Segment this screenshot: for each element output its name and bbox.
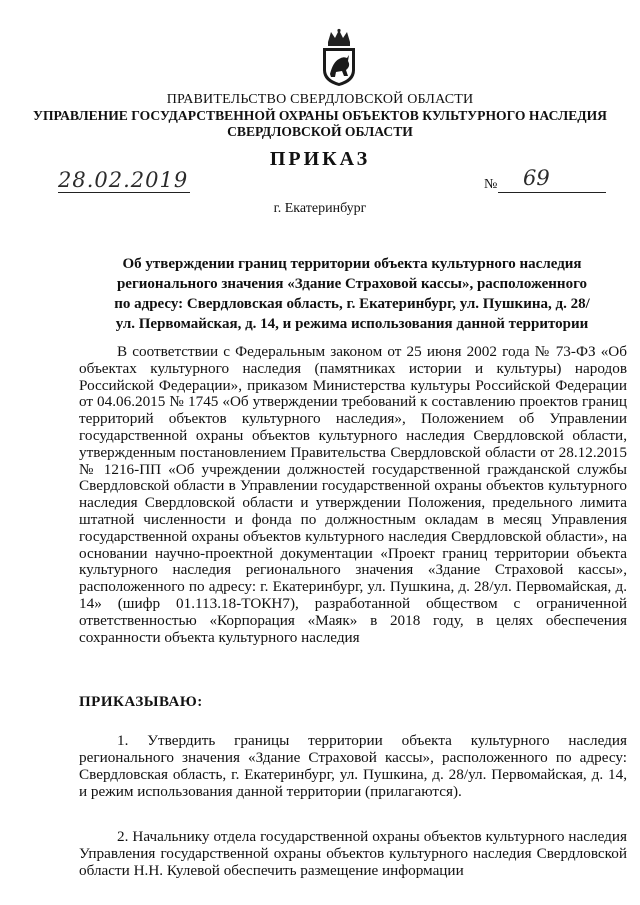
government-name: ПРАВИТЕЛЬСТВО СВЕРДЛОВСКОЙ ОБЛАСТИ	[166, 92, 474, 107]
number-underline	[498, 192, 606, 193]
document-type-title: ПРИКАЗ	[269, 148, 371, 170]
coat-of-arms-icon	[315, 28, 363, 88]
order-item-2: 2. Начальнику отдела государственной охраны объектов культурного наследия Управления государственной охраны объектов культурного наследия Свердловской области Н.Н. Кулевой обеспечить размещение информации	[79, 828, 627, 879]
subject-line: по адресу: Свердловская область, г. Екатеринбург, ул. Пушкина, д. 28/	[114, 296, 590, 312]
department-name-line1: УПРАВЛЕНИЕ ГОСУДАРСТВЕННОЙ ОХРАНЫ ОБЪЕКТОВ КУЛЬТУРНОГО НАСЛЕДИЯ	[32, 108, 608, 123]
subject-line: Об утверждении границ территории объекта культурного наследия	[122, 256, 582, 272]
subject-line: ул. Первомайская, д. 14, и режима использования данной территории	[115, 316, 589, 332]
order-subject	[98, 254, 606, 334]
subject-line: регионального значения «Здание Страховой кассы», расположенного	[116, 276, 588, 292]
city: г. Екатеринбург	[273, 201, 367, 216]
preamble-paragraph: В соответствии с Федеральным законом от 25 июня 2002 года № 73-ФЗ «Об объектах культурного наследия (памятниках истории и культуры) народов Российской Федерации», приказом Министерства культуры Российской Федерации от 04.06.2015 № 1745 «Об утверждении требований к составлению проектов границ территорий объектов культурного наследия», Положением об Управлении государственной охраны объектов культурного наследия Свердловской области, утвержденным постановлением Правительства Свердловской области от 28.12.2015 № 1216-ПП «Об учреждении должностей государственной гражданской службы Свердловской области в Управлении государственной охраны объектов культурного наследия Свердловской области и утверждении Положения, предельного лимита штатной численности и фонда по должностным окладам в месяц Управления государственной охраны объектов культурного наследия Свердловской области», на основании научно-проектной документации «Проект границ территории объекта культурного наследия регионального значения «Здание Страховой кассы», расположенного по адресу: г. Екатеринбург, ул. Пушкина, д. 28/ул. Первомайская, д. 14» (шифр 01.113.18-ТОКН7), разработанной обществом с ограниченной ответственностью «Корпорация «Маяк» в 2018 году, в целях обеспечения сохранности объекта культурного наследия	[79, 343, 627, 646]
handwritten-date: 28.02.2019	[58, 168, 189, 192]
order-keyword: ПРИКАЗЫВАЮ:	[79, 694, 203, 710]
order-item-1: 1. Утвердить границы территории объекта культурного наследия регионального значения «Здание Страховой кассы», расположенного по адресу: Свердловская область, г. Екатеринбург, ул. Пушкина, д. 28/ул. Первомайская, д. 14, и режим использования данной территории (прилагаются).	[79, 732, 627, 800]
date-underline	[58, 192, 190, 193]
department-name	[0, 108, 640, 140]
department-name-line2: СВЕРДЛОВСКОЙ ОБЛАСТИ	[227, 124, 413, 139]
number-label: №	[484, 177, 498, 192]
handwritten-number: 69	[523, 166, 550, 190]
